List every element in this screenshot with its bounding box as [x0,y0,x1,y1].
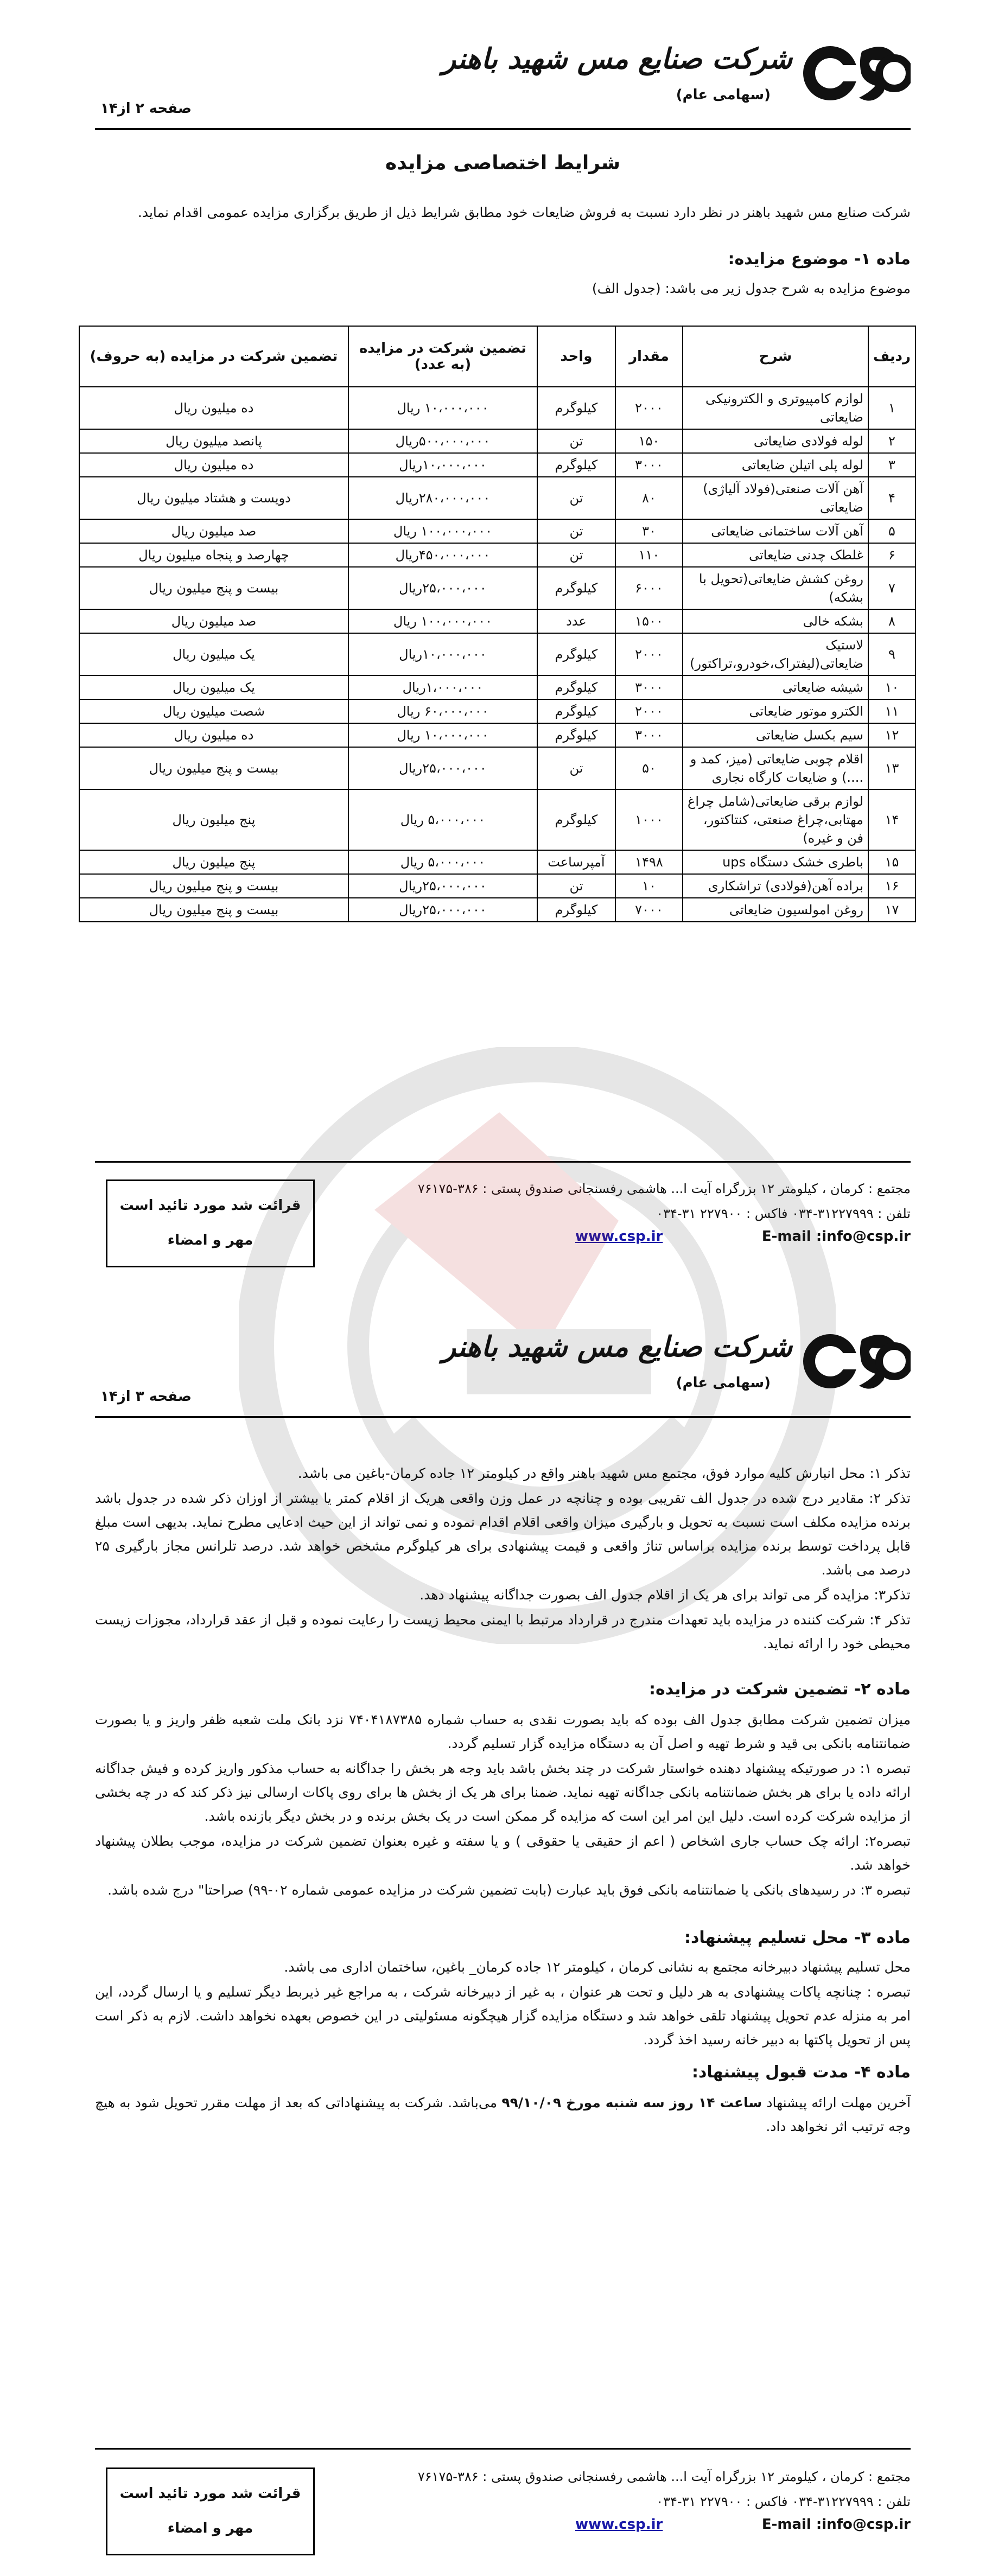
guarantee-words: ده میلیون ریال [79,387,348,429]
guarantee-number: ۱۰،۰۰۰،۰۰۰ریال [348,453,537,477]
item-quantity: ۶۰۰۰ [615,567,683,609]
article2-para-3: تبصره۲: ارائه چک حساب جاری اشخاص ( اعم از حقیقی یا حقوقی ) و یا سفته و غیره بعنوان تضمین شرکت در مزایده، موجب بطلان پیشنهاد خواهد شد. [95,1833,911,1873]
item-quantity: ۳۰۰۰ [615,723,683,747]
page-number: صفحه ۲ از۱۴ [100,100,192,117]
footer-email: E-mail :info@csp.ir [761,1228,911,1245]
footer-address: مجتمع : کرمان ، کیلومتر ۱۲ بزرگراه آیت ا... هاشمی رفسنجانی صندوق پستی : ۳۸۶-۷۶۱۷۵ [417,2469,911,2484]
guarantee-number: ۵،۰۰۰،۰۰۰ ریال [348,789,537,850]
item-quantity: ۸۰ [615,477,683,519]
item-unit: کیلوگرم [537,898,615,922]
row-number: ۱۴ [868,789,915,850]
item-unit: کیلوگرم [537,633,615,675]
page-number: صفحه ۳ از۱۴ [100,1388,192,1405]
table-row [79,519,915,543]
guarantee-words: ده میلیون ریال [79,453,348,477]
approval-box [106,1179,315,1267]
item-description: براده آهن(فولادی) تراشکاری [683,874,868,898]
item-description: لوله پلی اتیلن ضایعاتی [683,453,868,477]
approval-box [106,2467,315,2555]
guarantee-number: ۱۰۰،۰۰۰،۰۰۰ ریال [348,609,537,633]
item-unit: عدد [537,609,615,633]
article3-heading: ماده ۳- محل تسلیم پیشنهاد: [684,1928,911,1947]
guarantee-number: ۲۸۰،۰۰۰،۰۰۰ریال [348,477,537,519]
page-2 [0,1288,992,2576]
row-number: ۱۰ [868,675,915,699]
row-number: ۱۲ [868,723,915,747]
item-unit: کیلوگرم [537,699,615,723]
approval-text: قرائت شد مورد تائید است [119,1197,301,1214]
intro-paragraph: شرکت صنایع مس شهید باهنر در نظر دارد نسبت به فروش ضایعات خود مطابق شرایط ذیل از طریق برگزاری مزایده عمومی اقدام نماید. [137,205,911,220]
table-row [79,387,915,429]
item-unit: تن [537,477,615,519]
item-description: بشکه خالی [683,609,868,633]
footer-divider [95,1161,911,1163]
col-header-qty: مقدار [615,326,683,387]
item-description: شیشه ضایعاتی [683,675,868,699]
table-row [79,699,915,723]
footer-email: E-mail :info@csp.ir [761,2516,911,2533]
col-header-guarantee-words: تضمین شرکت در مزایده (به حروف) [79,326,348,387]
item-description: لاستیک ضایعاتی(لیفتراک،خودرو،تراکتور) [683,633,868,675]
footer-phone: تلفن : ۳۱۲۲۷۹۹۹-۰۳۴ فاکس : ۲۲۷۹۰۰ ۳۱-۰۳۴ [656,1206,911,1221]
company-type: (سهامی عام) [676,87,771,103]
item-description: روغن امولسیون ضایعاتی [683,898,868,922]
guarantee-number: ۶۰،۰۰۰،۰۰۰ ریال [348,699,537,723]
item-quantity: ۲۰۰۰ [615,387,683,429]
approval-text: قرائت شد مورد تائید است [119,2485,301,2502]
item-description: باطری خشک دستگاه ups [683,850,868,874]
table-row [79,453,915,477]
table-row [79,723,915,747]
row-number: ۴ [868,477,915,519]
item-description: غلطک چدنی ضایعاتی [683,543,868,567]
guarantee-number: ۱،۰۰۰،۰۰۰ریال [348,675,537,699]
item-description: لوازم برقی ضایعاتی(شامل چراغ مهتابی،چراغ صنعتی، کنتاکتور، فن و غیره) [683,789,868,850]
article1-text: موضوع مزایده به شرح جدول زیر می باشد: (جدول الف) [592,280,911,296]
col-header-row: ردیف [868,326,915,387]
footer-address: مجتمع : کرمان ، کیلومتر ۱۲ بزرگراه آیت ا... هاشمی رفسنجانی صندوق پستی : ۳۸۶-۷۶۱۷۵ [417,1181,911,1196]
row-number: ۳ [868,453,915,477]
row-number: ۱۳ [868,747,915,789]
item-unit: تن [537,543,615,567]
guarantee-words: دویست و هشتاد میلیون ریال [79,477,348,519]
guarantee-number: ۲۵،۰۰۰،۰۰۰ریال [348,874,537,898]
item-unit: آمپرساعت [537,850,615,874]
guarantee-number: ۲۵،۰۰۰،۰۰۰ریال [348,747,537,789]
guarantee-number: ۱۰،۰۰۰،۰۰۰ریال [348,633,537,675]
article2-para-4: تبصره ۳: در رسیدهای بانکی یا ضمانتنامه بانکی فوق باید عبارت (بابت تضمین شرکت در مزایده عمومی شماره ۰۲-۹۹) صراحتا" درج شده باشد. [107,1882,911,1898]
table-row [79,850,915,874]
note-3: تذکر۳: مزایده گر می تواند برای هر یک از اقلام جدول الف بصورت جداگانه پیشنهاد دهد. [419,1587,911,1603]
guarantee-words: پانصد میلیون ریال [79,429,348,453]
row-number: ۷ [868,567,915,609]
article2-heading: ماده ۲- تضمین شرکت در مزایده: [649,1680,911,1699]
item-unit: تن [537,519,615,543]
article4-heading: ماده ۴- مدت قبول پیشنهاد: [691,2063,911,2082]
row-number: ۸ [868,609,915,633]
page-title: شرایط اختصاصی مزایده [385,152,621,174]
footer-phone: تلفن : ۳۱۲۲۷۹۹۹-۰۳۴ فاکس : ۲۲۷۹۰۰ ۳۱-۰۳۴ [656,2494,911,2509]
row-number: ۶ [868,543,915,567]
item-description: روغن کشش ضایعاتی(تحویل با بشکه) [683,567,868,609]
guarantee-words: پنج میلیون ریال [79,789,348,850]
guarantee-number: ۵۰۰،۰۰۰،۰۰۰ریال [348,429,537,453]
item-unit: کیلوگرم [537,567,615,609]
guarantee-words: یک میلیون ریال [79,675,348,699]
table-row [79,675,915,699]
table-row [79,543,915,567]
table-row [79,874,915,898]
table-row [79,898,915,922]
guarantee-number: ۱۰،۰۰۰،۰۰۰ ریال [348,387,537,429]
row-number: ۲ [868,429,915,453]
guarantee-words: صد میلیون ریال [79,519,348,543]
note-1: تذکر ۱: محل انبارش کلیه موارد فوق، مجتمع مس شهید باهنر واقع در کیلومتر ۱۲ جاده کرمان-باغین می باشد. [297,1465,911,1481]
item-quantity: ۵۰ [615,747,683,789]
item-quantity: ۳۰ [615,519,683,543]
footer-website-link[interactable]: www.csp.ir [575,2516,663,2533]
article4-deadline: ساعت ۱۴ روز سه شنبه مورخ ۹۹/۱۰/۰۹ [501,2095,762,2110]
article4-text [95,2091,911,2139]
row-number: ۱۱ [868,699,915,723]
guarantee-words: بیست و پنج میلیون ریال [79,898,348,922]
company-name: شرکت صنایع مس شهید باهنر [442,1330,792,1363]
article4-text-c: می‌باشد. شرکت به پیشنهاداتی که بعد از مهلت مقرر تحویل شود به هیچ وجه ترتیب اثر نخواهد داد. [95,2095,911,2134]
guarantee-words: بیست و پنج میلیون ریال [79,567,348,609]
table-row [79,609,915,633]
article2-para-2: تبصره ۱: در صورتیکه پیشنهاد دهنده خواستار شرکت در چند بخش باشد باید وجه هر بخش را جداگانه به حساب مذکور واریز کرده و فیش جداگانه ارائه داده یا برای هر بخش ضمانتنامه بانکی جداگانه تهیه نماید. ضمنا برای هر یک از بخش ها برای روی پاکات ارسالی نیز ذکر کند که در چه بخشی از مزایده شرکت کرده است. دلیل این امر این است که مزایده گر ممکن است در یک بخش برنده و در بخش دیگر بازنده باشد. [95,1761,911,1824]
guarantee-words: بیست و پنج میلیون ریال [79,747,348,789]
item-quantity: ۷۰۰۰ [615,898,683,922]
item-description: اقلام چوبی ضایعاتی (میز، کمد و ....) و ضایعات کارگاه نجاری [683,747,868,789]
article3-para-2: تبصره : چنانچه پاکات پیشنهادی به هر دلیل و تحت هر عنوان ، به غیر از دبیرخانه شرکت ، به مراجع غیر ذیربط دیگر تسلیم و یا ارسال گردد، این امر به منزله عدم تحویل پیشنهاد تلقی خواهد شد و دستگاه مزایده گزار هیچگونه مسئولیتی در این خصوص بعهده نخواهد داشت. لازم به ذکر است پس از تحویل پاکتها به دبیر خانه رسید اخذ گردد. [95,1984,911,2048]
guarantee-words: صد میلیون ریال [79,609,348,633]
row-number: ۱۶ [868,874,915,898]
item-description: لوازم کامپیوتری و الکترونیکی ضایعاتی [683,387,868,429]
col-header-unit: واحد [537,326,615,387]
items-table-body [79,387,915,922]
signature-text: مهر و امضاء [167,1232,253,1248]
header-divider [95,1416,911,1418]
item-description: الکترو موتور ضایعاتی [683,699,868,723]
col-header-guarantee-number: تضمین شرکت در مزایده (به عدد) [348,326,537,387]
item-description: آهن آلات ساختمانی ضایعاتی [683,519,868,543]
company-logo-icon [802,38,911,109]
article1-heading: ماده ۱- موضوع مزایده: [728,250,911,269]
item-unit: کیلوگرم [537,789,615,850]
items-table [79,326,916,922]
col-header-desc: شرح [683,326,868,387]
item-quantity: ۱۴۹۸ [615,850,683,874]
table-row [79,429,915,453]
table-row [79,477,915,519]
item-quantity: ۳۰۰۰ [615,675,683,699]
guarantee-number: ۲۵،۰۰۰،۰۰۰ریال [348,567,537,609]
guarantee-words: پنج میلیون ریال [79,850,348,874]
note-2: تذکر ۲: مقادیر درج شده در جدول الف تقریبی بوده و چنانچه در عمل وزن واقعی هریک از اقلام کمتر یا بیشتر از اوزان ذکر شده در جدول باشد برنده مزایده مکلف است نسبت به تحویل و بارگیری میزان واقعی اقلام اقدام نموده و نمی تواند از این حیث ادعایی مطرح نماید. بدیهی است مبلغ قابل پرداخت توسط برنده مزایده براساس تناژ واقعی و قیمت پیشنهادی برای هر کیلوگرم مشخص خواهد شد. درصد تلرانس مجاز بارگیری ۲۵ درصد می باشد. [95,1490,911,1578]
item-quantity: ۱۰۰۰ [615,789,683,850]
guarantee-words: یک میلیون ریال [79,633,348,675]
article4-text-a: آخرین مهلت ارائه پیشنهاد [762,2095,911,2110]
item-unit: کیلوگرم [537,453,615,477]
article2-para-1: میزان تضمین شرکت مطابق جدول الف بوده که باید بصورت نقدی به حساب شماره ۷۴۰۴۱۸۷۳۸۵ نزد بانک ملت شعبه ظفر واریز و یا بصورت ضمانتنامه بانکی بی قید و شرط تهیه و اصل آن به دستگاه مزایده گزار تسلیم گردد. [95,1712,911,1751]
row-number: ۹ [868,633,915,675]
guarantee-number: ۲۵،۰۰۰،۰۰۰ریال [348,898,537,922]
table-row [79,633,915,675]
item-quantity: ۲۰۰۰ [615,699,683,723]
item-quantity: ۱۵۰ [615,429,683,453]
item-quantity: ۲۰۰۰ [615,633,683,675]
item-unit: تن [537,874,615,898]
row-number: ۱۵ [868,850,915,874]
row-number: ۵ [868,519,915,543]
company-name: شرکت صنایع مس شهید باهنر [442,42,792,75]
row-number: ۱۷ [868,898,915,922]
table-row [79,747,915,789]
item-unit: کیلوگرم [537,675,615,699]
item-unit: کیلوگرم [537,387,615,429]
signature-text: مهر و امضاء [167,2520,253,2536]
row-number: ۱ [868,387,915,429]
company-type: (سهامی عام) [676,1375,771,1391]
footer-website-link[interactable]: www.csp.ir [575,1228,663,1245]
article3-para-1: محل تسلیم پیشنهاد دبیرخانه مجتمع به نشانی کرمان ، کیلومتر ۱۲ جاده کرمان_ باغین، ساختمان اداری می باشد. [284,1959,911,1975]
company-logo-icon [802,1326,911,1397]
item-quantity: ۱۰ [615,874,683,898]
guarantee-words: بیست و پنج میلیون ریال [79,874,348,898]
guarantee-number: ۱۰۰،۰۰۰،۰۰۰ ریال [348,519,537,543]
guarantee-words: شصت میلیون ریال [79,699,348,723]
guarantee-words: ده میلیون ریال [79,723,348,747]
item-description: لوله فولادی ضایعاتی [683,429,868,453]
note-4: تذکر ۴: شرکت کننده در مزایده باید تعهدات مندرج در قرارداد مرتبط با ایمنی محیط زیست را رعایت نموده و قبل از عقد قرارداد، مجوزات زیست محیطی خود را ارائه نماید. [95,1612,911,1652]
table-header-row [79,326,915,387]
item-quantity: ۱۵۰۰ [615,609,683,633]
item-unit: تن [537,429,615,453]
item-description: سیم بکسل ضایعاتی [683,723,868,747]
item-quantity: ۳۰۰۰ [615,453,683,477]
header-divider [95,128,911,130]
item-unit: کیلوگرم [537,723,615,747]
footer-divider [95,2448,911,2450]
item-quantity: ۱۱۰ [615,543,683,567]
guarantee-number: ۴۵۰،۰۰۰،۰۰۰ریال [348,543,537,567]
guarantee-number: ۵،۰۰۰،۰۰۰ ریال [348,850,537,874]
guarantee-words: چهارصد و پنجاه میلیون ریال [79,543,348,567]
guarantee-number: ۱۰،۰۰۰،۰۰۰ ریال [348,723,537,747]
item-unit: تن [537,747,615,789]
table-row [79,567,915,609]
item-description: آهن آلات صنعتی(فولاد آلیاژی) ضایعاتی [683,477,868,519]
table-row [79,789,915,850]
